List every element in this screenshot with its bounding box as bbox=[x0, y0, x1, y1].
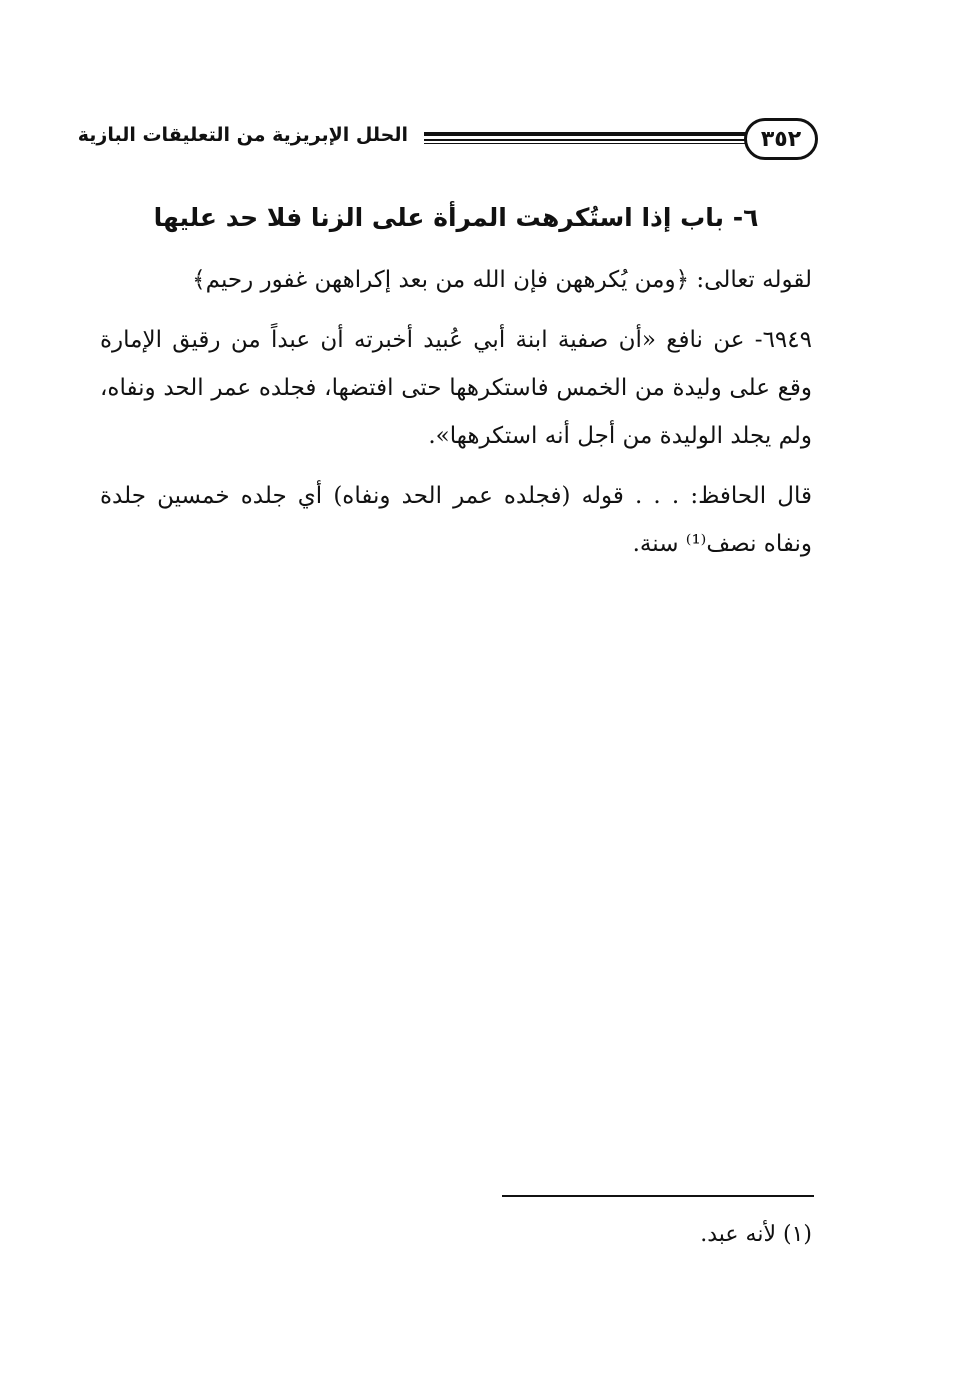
footnote-separator bbox=[502, 1195, 814, 1197]
footnote: (١) لأنه عبد. bbox=[700, 1222, 812, 1247]
header-rule-medium bbox=[424, 139, 746, 141]
commentary-paragraph: قال الحافظ: . . . قوله (فجلده عمر الحد ونفاه) أي جلده خمسين جلدة ونفاه نصف⁽¹⁾ سنة. bbox=[100, 483, 812, 557]
header-rule-lines bbox=[424, 132, 746, 146]
page-header bbox=[77, 118, 818, 164]
page-number: ٣٥٢ bbox=[744, 118, 818, 160]
chapter-heading: ٦- باب إذا استُكرهت المرأة على الزنا فلا حد عليها bbox=[153, 203, 759, 232]
page-body bbox=[100, 196, 812, 580]
header-rule-thin bbox=[424, 143, 746, 144]
verse-paragraph: لقوله تعالى: ﴿ومن يُكرههن فإن الله من بعد إكراههن غفور رحيم﴾ bbox=[192, 267, 812, 293]
hadith-paragraph: ٦٩٤٩- عن نافع «أن صفية ابنة أبي عُبيد أخبرته أن عبداً من رقيق الإمارة وقع على وليدة من الخمس فاستكرهها حتى افتضها، فجلده عمر الحد ونفاه، ولم يجلد الوليدة من أجل أنه استكرهها». bbox=[100, 327, 812, 449]
header-rule-thick bbox=[424, 132, 746, 136]
running-title: الحلل الإبريزية من التعليقات البازية bbox=[77, 124, 408, 146]
